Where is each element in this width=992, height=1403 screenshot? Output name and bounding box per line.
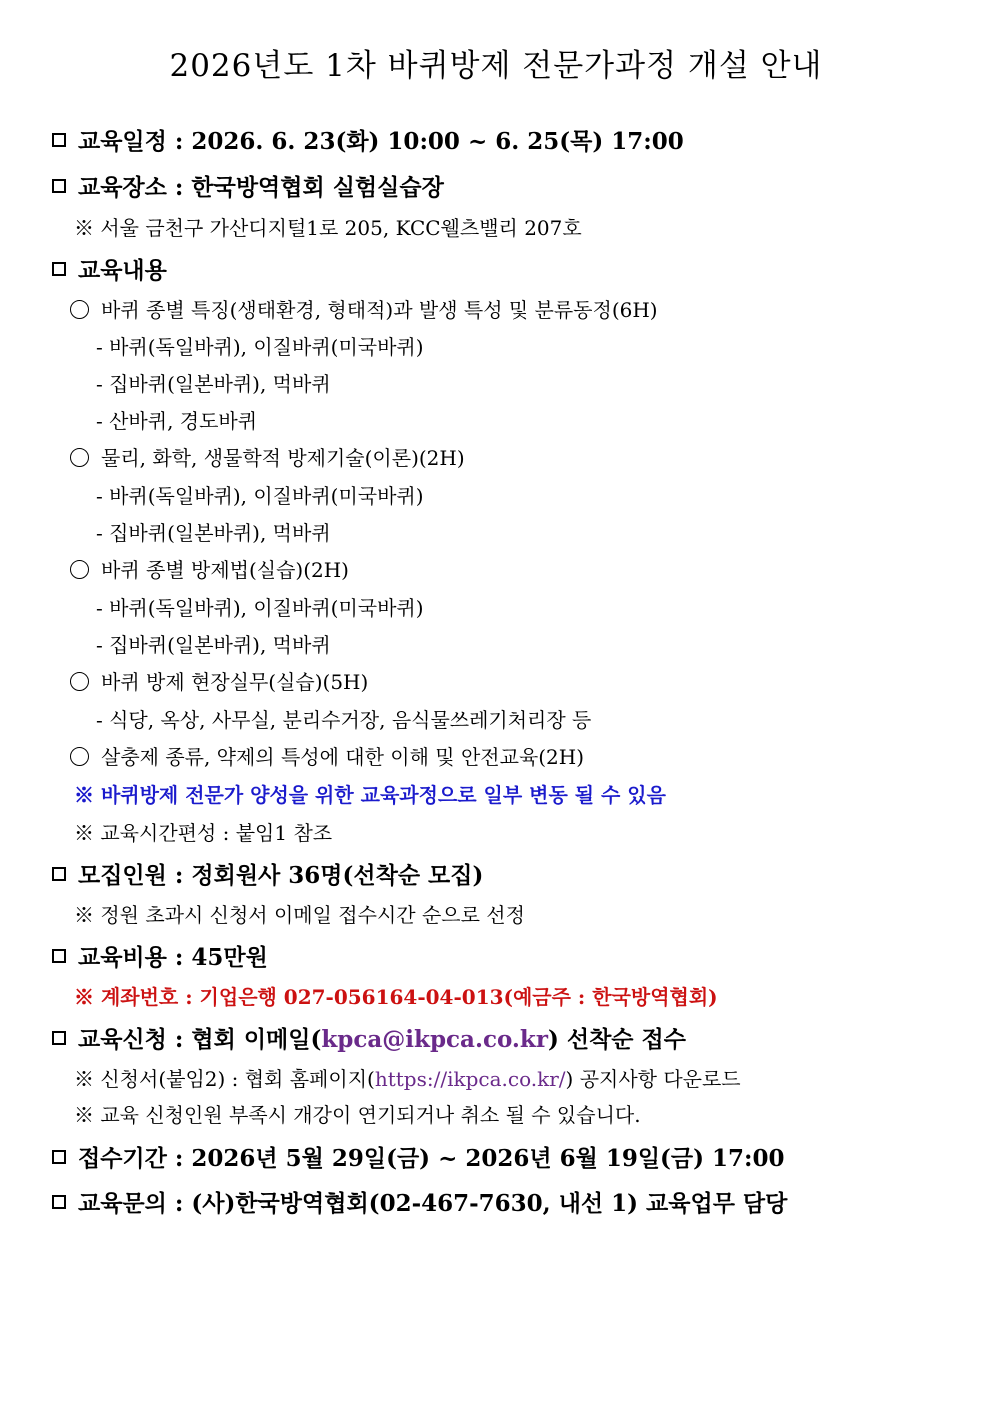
content-section-title — [70, 741, 584, 770]
checkbox-square-icon — [52, 1195, 66, 1209]
page-title: 2026년도 1차 바퀴방제 전문가과정 개설 안내 — [169, 48, 823, 84]
content-section-title — [70, 294, 658, 323]
content-schedule-note: ※ 교육시간편성 : 붙임1 참조 — [74, 821, 333, 845]
checkbox-square-icon — [52, 867, 66, 881]
content-item: - 바퀴(독일바퀴), 이질바퀴(미국바퀴) — [96, 335, 424, 359]
apply-prefix: 협회 이메일( — [191, 1026, 322, 1053]
colon: : — [166, 944, 192, 971]
inquiry-heading — [52, 1185, 787, 1218]
content-item: - 산바퀴, 경도바퀴 — [96, 409, 258, 433]
colon: : — [166, 862, 192, 889]
section-title-text: 바퀴 종별 특징(생태환경, 형태적)과 발생 특성 및 분류동정(6H) — [101, 298, 658, 322]
venue-note: ※ 서울 금천구 가산디지털1로 205, KCC웰츠밸리 207호 — [74, 216, 582, 240]
circle-bullet-icon — [70, 300, 89, 319]
circle-bullet-icon — [70, 448, 89, 467]
checkbox-square-icon — [52, 133, 66, 147]
content-section-title — [70, 666, 368, 695]
homepage-link[interactable]: https://ikpca.co.kr/ — [374, 1067, 566, 1091]
content-item: - 집바퀴(일본바퀴), 먹바퀴 — [96, 633, 331, 657]
apply-suffix: ) 선착순 접수 — [547, 1026, 686, 1053]
period-label: 접수기간 — [78, 1145, 167, 1172]
circle-bullet-icon — [70, 747, 89, 766]
schedule-heading — [52, 123, 684, 156]
apply-heading — [52, 1021, 686, 1054]
colon: : — [166, 128, 192, 155]
circle-bullet-icon — [70, 560, 89, 579]
venue-label: 교육장소 — [78, 174, 167, 201]
fee-heading — [52, 939, 268, 972]
recruit-label: 모집인원 — [78, 862, 167, 889]
apply-label: 교육신청 — [78, 1026, 167, 1053]
content-section-title — [70, 442, 465, 471]
section-title-text: 바퀴 종별 방제법(실습)(2H) — [101, 558, 349, 582]
colon: : — [166, 1145, 192, 1172]
recruit-value: 정회원사 36명(선착순 모집) — [191, 862, 484, 889]
content-label: 교육내용 — [78, 257, 167, 284]
checkbox-square-icon — [52, 262, 66, 276]
period-value: 2026년 5월 29일(금) ~ 2026년 6월 19일(금) 17:00 — [191, 1145, 785, 1172]
apply-note-prefix: ※ 신청서(붙임2) : 협회 홈페이지( — [74, 1067, 375, 1091]
content-item: - 식당, 옥상, 사무실, 분리수거장, 음식물쓰레기처리장 등 — [96, 708, 592, 732]
fee-label: 교육비용 — [78, 944, 167, 971]
content-heading — [52, 252, 167, 285]
content-section-title — [70, 554, 349, 583]
circle-bullet-icon — [70, 672, 89, 691]
venue-value: 한국방역협회 실험실습장 — [191, 174, 444, 201]
fee-account-note: ※ 계좌번호 : 기업은행 027-056164-04-013(예금주 : 한국방역협회) — [74, 985, 718, 1009]
content-item: - 집바퀴(일본바퀴), 먹바퀴 — [96, 372, 331, 396]
section-title-text: 바퀴 방제 현장실무(실습)(5H) — [101, 670, 369, 694]
content-item: - 바퀴(독일바퀴), 이질바퀴(미국바퀴) — [96, 484, 424, 508]
inquiry-label: 교육문의 — [78, 1190, 167, 1217]
content-item: - 집바퀴(일본바퀴), 먹바퀴 — [96, 521, 331, 545]
content-item: - 바퀴(독일바퀴), 이질바퀴(미국바퀴) — [96, 596, 424, 620]
checkbox-square-icon — [52, 949, 66, 963]
recruit-heading — [52, 857, 483, 890]
period-heading — [52, 1140, 785, 1173]
colon: : — [166, 174, 192, 201]
content-change-notice: ※ 바퀴방제 전문가 양성을 위한 교육과정으로 일부 변동 될 수 있음 — [74, 783, 666, 807]
checkbox-square-icon — [52, 1031, 66, 1045]
venue-heading — [52, 169, 444, 202]
apply-note-suffix: ) 공지사항 다운로드 — [565, 1067, 741, 1091]
apply-email-link[interactable]: kpca@ikpca.co.kr — [321, 1026, 548, 1053]
schedule-label: 교육일정 — [78, 128, 167, 155]
section-title-text: 물리, 화학, 생물학적 방제기술(이론)(2H) — [101, 446, 465, 470]
inquiry-value: (사)한국방역협회(02-467-7630, 내선 1) 교육업무 담당 — [191, 1190, 788, 1217]
schedule-value: 2026. 6. 23(화) 10:00 ~ 6. 25(목) 17:00 — [191, 128, 684, 155]
colon: : — [166, 1026, 192, 1053]
section-title-text: 살충제 종류, 약제의 특성에 대한 이해 및 안전교육(2H) — [101, 745, 585, 769]
apply-note-form — [74, 1063, 741, 1092]
fee-value: 45만원 — [191, 944, 268, 971]
checkbox-square-icon — [52, 179, 66, 193]
checkbox-square-icon — [52, 1150, 66, 1164]
colon: : — [166, 1190, 192, 1217]
apply-note-cancel: ※ 교육 신청인원 부족시 개강이 연기되거나 취소 될 수 있습니다. — [74, 1103, 641, 1127]
recruit-note: ※ 정원 초과시 신청서 이메일 접수시간 순으로 선정 — [74, 903, 525, 927]
